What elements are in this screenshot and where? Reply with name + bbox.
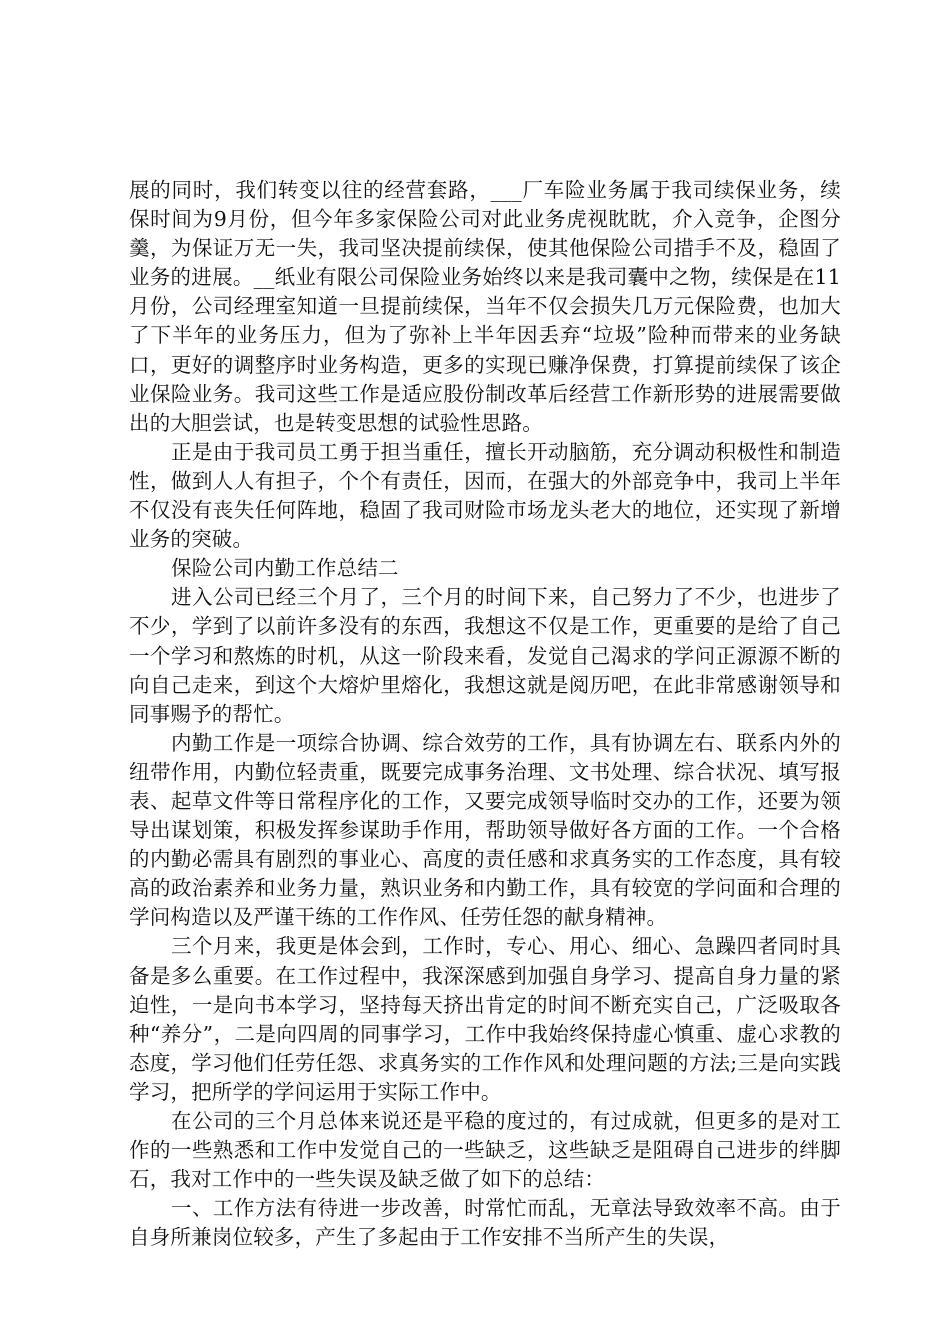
paragraph: 正是由于我司员工勇于担当重任，擅长开动脑筋，充分调动积极性和制造性，做到人人有担子，个个有责任，因而，在强大的外部竞争中，我司上半年不仅没有丧失任何阵地，稳固了我司财险市场龙头老大的地位，还实现了新增业务的突破。 [129,439,841,552]
paragraph: 内勤工作是一项综合协调、综合效劳的工作，具有协调左右、联系内外的纽带作用，内勤位轻责重，既要完成事务治理、文书处理、综合状况、填写报表、起草文件等日常程序化的工作，又要完成领导临时交办的工作，还要为领导出谋划策，积极发挥参谋助手作用，帮助领导做好各方面的工作。一个合格的内勤必需具有剧烈的事业心、高度的责任感和求真务实的工作态度，具有较高的政治素养和业务力量，熟识业务和内勤工作，具有较宽的学问面和合理的学问构造以及严谨干练的工作作风、任劳任怨的献身精神。 [129,730,841,930]
paragraph-continuation: 展的同时，我们转变以往的经营套路，___厂车险业务属于我司续保业务，续保时间为9月份，但今年多家保险公司对此业务虎视眈眈，介入竞争，企图分羹，为保证万无一失，我司坚决提前续保，使其他保险公司措手不及，稳固了业务的进展。__纸业有限公司保险业务始终以来是我司囊中之物，续保是在11月份，公司经理室知道一旦提前续保，当年不仅会损失几万元保险费，也加大了下半年的业务压力，但为了弥补上半年因丢弃“垃圾”险种而带来的业务缺口，更好的调整序时业务构造，更多的实现已赚净保费，打算提前续保了该企业保险业务。我司这些工作是适应股份制改革后经营工作新形势的进展需要做出的大胆尝试，也是转变思想的试验性思路。 [129,178,841,435]
document-body [129,176,841,1252]
paragraph: 一、工作方法有待进一步改善，时常忙而乱，无章法导致效率不高。由于自身所兼岗位较多，产生了多起由于工作安排不当所产生的失误， [129,1196,841,1250]
paragraph: 在公司的三个月总体来说还是平稳的度过的，有过成就，但更多的是对工作的一些熟悉和工作中发觉自己的一些缺乏，这些缺乏是阻碍自己进步的绊脚石，我对工作中的一些失误及缺乏做了如下的总结： [129,1109,841,1192]
paragraph: 进入公司已经三个月了，三个月的时间下来，自己努力了不少，也进步了不少，学到了以前许多没有的东西，我想这不仅是工作，更重要的是给了自己一个学习和熬炼的时机，从这一阶段来看，发觉自己渴求的学问正源源不断的向自己走来，到这个大熔炉里熔化，我想这就是阅历吧，在此非常感谢领导和同事赐予的帮忙。 [129,585,841,726]
paragraph: 三个月来，我更是体会到，工作时，专心、用心、细心、急躁四者同时具备是多么重要。在工作过程中，我深深感到加强自身学习、提高自身力量的紧迫性，一是向书本学习，坚持每天挤出肯定的时间不断充实自己，广泛吸取各种“养分”，二是向四周的同事学习，工作中我始终保持虚心慎重、虚心求教的态度，学习他们任劳任怨、求真务实的工作作风和处理问题的方法;三是向实践学习，把所学的学问运用于实际工作中。 [129,934,841,1104]
section-heading: 保险公司内勤工作总结二 [171,556,399,581]
